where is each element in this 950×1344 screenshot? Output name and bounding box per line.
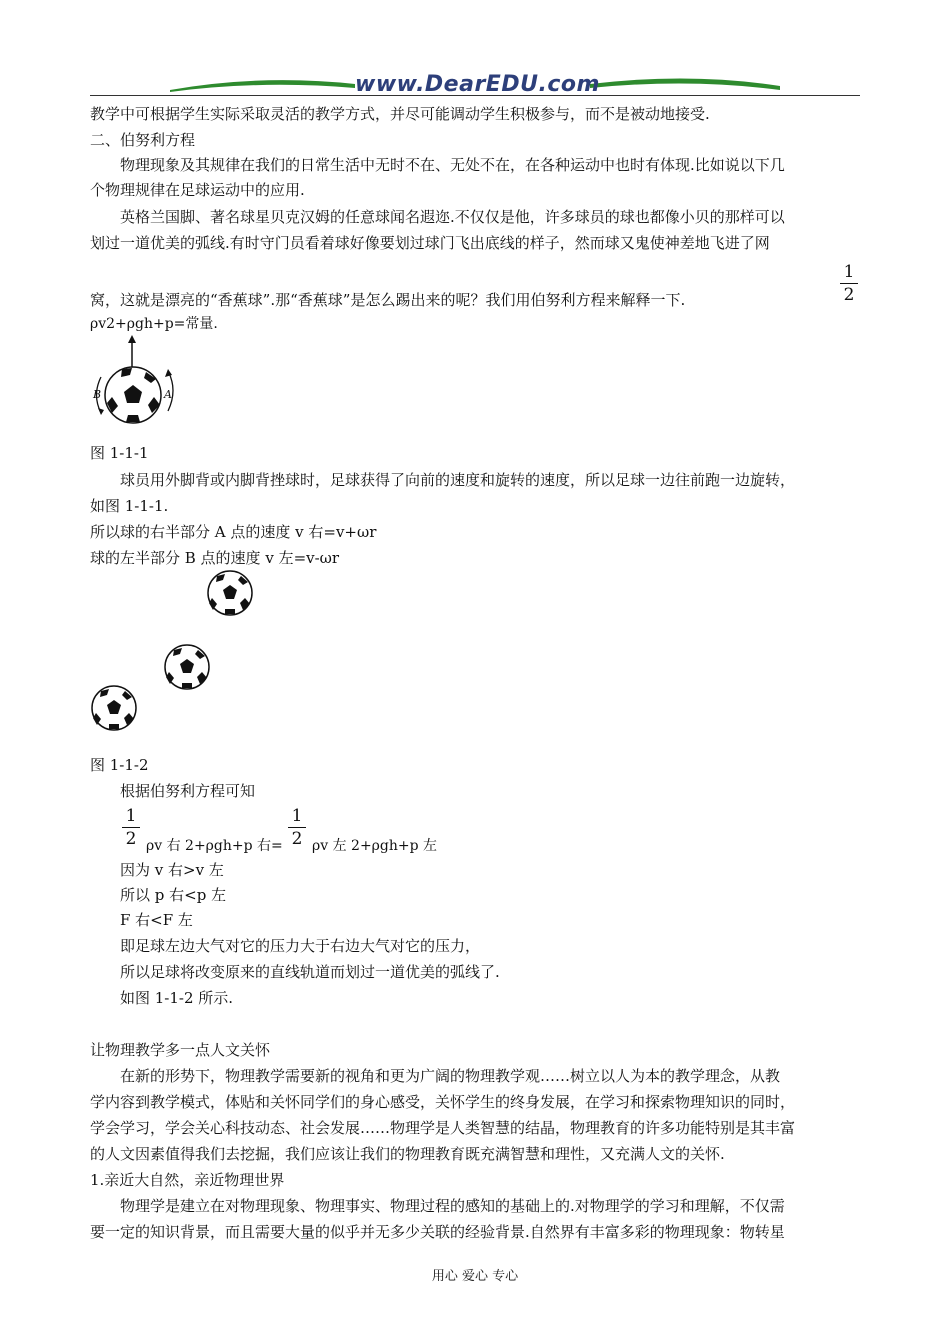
- site-logo[interactable]: www.DearEDU.com: [355, 72, 600, 97]
- figure-1-1-1: [88, 335, 188, 430]
- fraction-half: [122, 806, 140, 849]
- text-line: 物理学是建立在对物理现象、物理事实、物理过程的感知的基础上的.对物理学的学习和理解，不仅需: [120, 1197, 785, 1215]
- text-line: 在新的形势下，物理教学需要新的视角和更为广阔的物理教学观……树立以人为本的教学理念，从教: [120, 1067, 781, 1085]
- fraction-denominator: 2: [125, 829, 137, 849]
- figure-caption: 图 1-1-1: [90, 444, 149, 462]
- fraction-bar: [288, 827, 306, 828]
- text-line: 学内容到教学模式，体贴和关怀同学们的身心感受，关怀学生的终身发展，在学习和探索物理知识的同时，: [90, 1093, 796, 1111]
- text-line: 球员用外脚背或内脚背挫球时，足球获得了向前的速度和旋转的速度，所以足球一边往前跑一边旋转，: [120, 471, 796, 489]
- label-b: B: [93, 388, 102, 401]
- text-line: 如图 1-1-2 所示.: [120, 989, 234, 1007]
- text-line: 即足球左边大气对它的压力大于右边大气对它的压力，: [120, 937, 481, 955]
- text-line: 学会学习，学会关心科技动态、社会发展……物理学是人类智慧的结晶，物理教育的许多功能特别是其丰富: [90, 1119, 796, 1137]
- fraction-half: [840, 262, 858, 305]
- text-line: F 右<F 左: [120, 911, 193, 929]
- label-a: A: [164, 388, 172, 401]
- text-line: 窝，这就是漂亮的“香蕉球”.那“香蕉球”是怎么踢出来的呢？我们用伯努利方程来解释一下.: [90, 291, 686, 309]
- equation-part: ρv 右 2+ρgh+p 右=: [146, 838, 283, 854]
- fraction-numerator: 1: [125, 806, 137, 826]
- figure-1-1-2-ball-middle: [162, 642, 212, 692]
- text-line: 划过一道优美的弧线.有时守门员看着球好像要划过球门飞出底线的样子，然而球又鬼使神差地飞进了网: [90, 234, 770, 252]
- fraction-bar: [840, 283, 858, 284]
- equation-line: ρv2+ρgh+p=常量.: [90, 316, 218, 332]
- text-line: 所以足球将改变原来的直线轨道而划过一道优美的弧线了.: [120, 963, 500, 981]
- text-line: 所以球的右半部分 A 点的速度 v 右=v+ωr: [90, 523, 377, 541]
- fraction-numerator: 1: [291, 806, 303, 826]
- subsection-heading: 1.亲近大自然，亲近物理世界: [90, 1171, 285, 1189]
- text-line: 个物理规律在足球运动中的应用.: [90, 181, 305, 199]
- text-line: 所以 p 右<p 左: [120, 886, 227, 904]
- figure-1-1-2-ball-top: [205, 568, 255, 618]
- text-line: 球的左半部分 B 点的速度 v 左=v-ωr: [90, 549, 340, 567]
- section-heading: 让物理教学多一点人文关怀: [90, 1041, 271, 1059]
- fraction-denominator: 2: [843, 285, 855, 305]
- text-line: 物理现象及其规律在我们的日常生活中无时不在、无处不在，在各种运动中也时有体现.比如说以下几: [120, 156, 785, 174]
- equation-part: ρv 左 2+ρgh+p 左: [312, 838, 438, 854]
- text-line: 根据伯努利方程可知: [120, 782, 256, 800]
- figure-1-1-2-ball-bottom: [89, 683, 139, 733]
- text-line: 的人文因素值得我们去挖掘，我们应该让我们的物理教育既充满智慧和理性，又充满人文的关怀.: [90, 1145, 725, 1163]
- section-heading: 二、伯努利方程: [90, 131, 196, 149]
- figure-caption: 图 1-1-2: [90, 756, 149, 774]
- fraction-half: [288, 806, 306, 849]
- header-divider: [90, 95, 860, 96]
- fraction-denominator: 2: [291, 829, 303, 849]
- fraction-numerator: 1: [843, 262, 855, 282]
- page-footer: 用心 爱心 专心: [431, 1269, 519, 1284]
- fraction-bar: [122, 827, 140, 828]
- text-line: 如图 1-1-1.: [90, 497, 169, 515]
- text-line: 教学中可根据学生实际采取灵活的教学方式，并尽可能调动学生积极参与，而不是被动地接受.: [90, 105, 710, 123]
- text-line: 因为 v 右>v 左: [120, 861, 224, 879]
- text-line: 英格兰国脚、著名球星贝克汉姆的任意球闻名遐迩.不仅仅是他，许多球员的球也都像小贝的那样可以: [120, 208, 785, 226]
- text-line: 要一定的知识背景，而且需要大量的似乎并无多少关联的经验背景.自然界有丰富多彩的物理现象：物转星: [90, 1223, 785, 1241]
